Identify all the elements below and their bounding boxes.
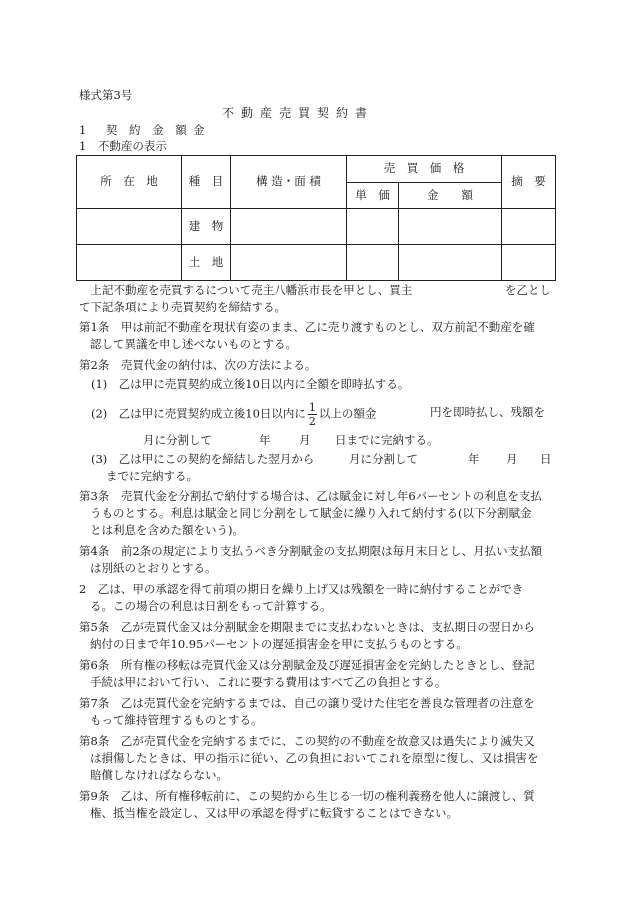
article4-line3: 2 乙は、甲の承認を得て前項の期日を繰り上げ又は残額を一時に納付することができ bbox=[79, 582, 524, 596]
article9-line2: 権、抵当権を設定し、又は甲の承認を得ずに転貸することはできない。 bbox=[90, 806, 458, 820]
article7-line1: 第7条 乙は売買代金を完納するまでは、自己の譲り受けた住宅を善良な管理者の注意を bbox=[79, 696, 535, 710]
article9-line1: 第9条 乙は、所有権移転前に、この契約から生じる一切の権利義務を他人に譲渡し、質 bbox=[79, 789, 535, 803]
article7-line2: もって維持管理するものとする。 bbox=[90, 713, 263, 727]
structure-area-header: 構 造・面 積 bbox=[231, 156, 347, 209]
article4-line2: は別紙のとおりとする。 bbox=[90, 561, 217, 575]
article3-line3: とは利息を含めた額をいう)。 bbox=[90, 523, 244, 537]
property-display-heading: 1 不動産の表示 bbox=[79, 139, 167, 153]
amount-cell bbox=[399, 245, 502, 281]
intro-line-2: て下記条項により売買契約を締結する。 bbox=[79, 300, 286, 314]
remarks-cell bbox=[502, 209, 556, 245]
fraction-numerator: 1 bbox=[308, 401, 316, 414]
unit-price-cell bbox=[347, 209, 399, 245]
article2-item2-text-c: 円を即時払し、残額を bbox=[430, 405, 545, 419]
article6-line2: 手続は甲において行い、これに要する費用はすべて乙の負担とする。 bbox=[90, 675, 447, 689]
unit-price-header: 単 価 bbox=[347, 183, 399, 209]
article4-line1: 第4条 前2条の規定により支払うべき分割賦金の支払期限は毎月末日とし、月払い支払額 bbox=[79, 544, 543, 558]
article1-line2: 認して異議を申し述べないものとする。 bbox=[90, 337, 297, 351]
one-half-fraction bbox=[308, 402, 317, 427]
article2-item3-text-a: (3) 乙は甲にこの契約を締結した翌月から bbox=[91, 452, 315, 466]
location-header: 所 在 地 bbox=[77, 156, 182, 209]
article3-line2: うものとする。利息は賦金と同じ分割をして賦金に繰り入れて納付する(以下分割賦金 bbox=[90, 506, 532, 520]
article2-item2-text-g: 日までに完納する。 bbox=[335, 433, 439, 447]
article5-line2: 納付の日まで年10.95パーセントの遅延損害金を甲に支払うものとする。 bbox=[90, 637, 468, 651]
category-header: 種 目 bbox=[182, 156, 231, 209]
article2-line1: 第2条 売買代金の納付は、次の方法による。 bbox=[79, 358, 317, 372]
article2-item2-text-a: (2) 乙は甲に売買契約成立後10日以内に bbox=[91, 406, 306, 421]
amount-cell bbox=[399, 209, 502, 245]
article2-item2-text-d: 月に分割して bbox=[143, 433, 212, 447]
article2-item3-text-b: 月に分割して bbox=[349, 452, 418, 466]
article4-line4: る。この場合の利息は日割をもって計算する。 bbox=[90, 599, 332, 613]
intro-line-1a: 上記不動産を売買するについて売主八幡浜市長を甲とし、買主 bbox=[79, 283, 413, 297]
form-number: 様式第3号 bbox=[79, 88, 133, 102]
article3-line1: 第3条 売買代金を分割払で納付する場合は、乙は賦金に対し年6パーセントの利息を支払 bbox=[79, 489, 542, 503]
structure-cell bbox=[231, 209, 347, 245]
article8-line1: 第8条 乙が売買代金を完納するまでに、この契約の不動産を故意又は過失により滅失又 bbox=[79, 734, 535, 748]
article5-line1: 第5条 乙が売買代金又は分割賦金を期限までに支払わないときは、支払期日の翌日から bbox=[79, 620, 535, 634]
article2-item2-text-b: 以上の額金 bbox=[318, 406, 377, 421]
article2-item1: (1) 乙は甲に売買契約成立後10日以内に全額を即時払する。 bbox=[91, 377, 410, 391]
article1-line1: 第1条 甲は前記不動産を現状有姿のまま、乙に売り渡すものとし、双方前記不動産を確 bbox=[79, 320, 535, 334]
article2-item3-text-f: までに完納する。 bbox=[106, 469, 198, 483]
contract-amount-heading: 1 契 約 金 額 bbox=[79, 123, 191, 137]
intro-line-1b: を乙とし bbox=[505, 283, 551, 297]
document-title: 不動産売買契約書 bbox=[222, 106, 375, 120]
remarks-cell bbox=[502, 245, 556, 281]
article2-item3-year: 年 bbox=[468, 452, 480, 466]
price-header: 売 買 価 格 bbox=[347, 156, 502, 183]
article8-line2: は損傷したときは、甲の指示に従い、乙の負担においてこれを原型に復し、又は損害を bbox=[90, 751, 539, 765]
article2-item3-month: 月 bbox=[506, 452, 518, 466]
remarks-header: 摘 要 bbox=[502, 156, 556, 209]
article2-item2-month: 月 bbox=[299, 433, 311, 447]
unit-price-cell bbox=[347, 245, 399, 281]
article6-line1: 第6条 所有権の移転は売買代金又は分割賦金及び遅延損害金を完納したときとし、登記 bbox=[79, 658, 535, 672]
category-cell-land: 土 地 bbox=[182, 245, 231, 281]
article2-item2-year: 年 bbox=[259, 433, 271, 447]
structure-cell bbox=[231, 245, 347, 281]
fraction-denominator: 2 bbox=[308, 415, 316, 428]
location-cell bbox=[77, 245, 182, 281]
article2-item3-day: 日 bbox=[540, 452, 552, 466]
property-table bbox=[76, 155, 556, 281]
category-cell-building: 建 物 bbox=[182, 209, 231, 245]
amount-header: 金 額 bbox=[399, 183, 502, 209]
contract-amount-unit: 金 bbox=[193, 123, 205, 137]
article8-line3: 賠償しなければならない。 bbox=[90, 768, 228, 782]
location-cell bbox=[77, 209, 182, 245]
article2-item2-line1 bbox=[91, 402, 376, 427]
